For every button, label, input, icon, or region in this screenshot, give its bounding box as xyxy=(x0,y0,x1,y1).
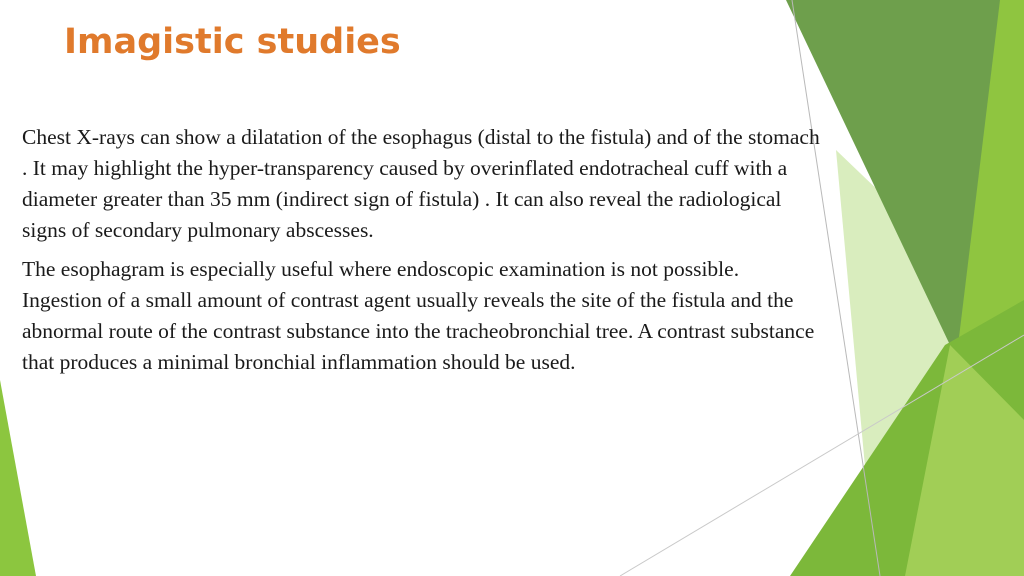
paragraph-chest-xray: Chest X-rays can show a dilatation of the esophagus (distal to the fistula) and of the stomach . It may highlight the hyper-transparency caused by overinflated endotracheal cuff with a diameter greater than 35 mm (indirect sign of fistula) . It can also reveal the radiological signs of secondary pulmonary abscesses. xyxy=(22,125,820,242)
paragraph-esophagram: The esophagram is especially useful where endoscopic examination is not possible. Ingestion of a small amount of contrast agent usually reveals the site of the fistula and the abnormal route of the contrast substance into the tracheobronchial tree. A contrast substance that produces a minimal bronchial inflammation should be used. xyxy=(22,257,815,374)
slide-body xyxy=(22,122,822,386)
facet-left-green xyxy=(0,380,36,576)
slide-title: Imagistic studies xyxy=(64,22,401,62)
